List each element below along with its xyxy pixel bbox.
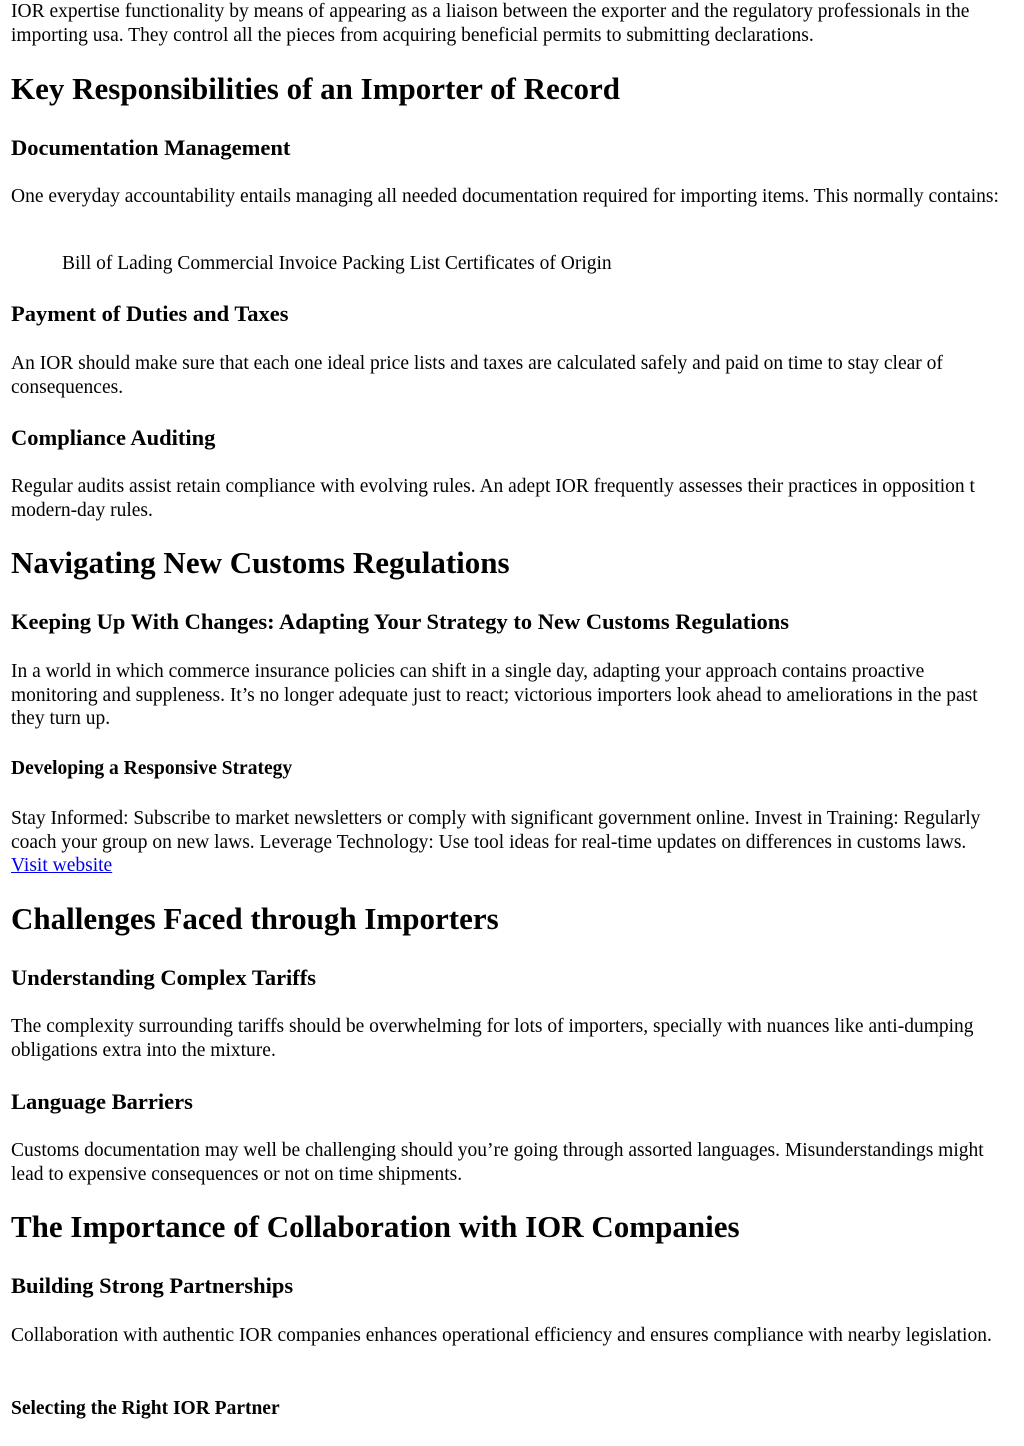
heading-strong-partnerships: Building Strong Partnerships <box>11 1273 294 1298</box>
heading-compliance-auditing: Compliance Auditing <box>11 425 216 450</box>
heading-complex-tariffs: Understanding Complex Tariffs <box>11 965 317 990</box>
heading-navigating-regulations: Navigating New Customs Regulations <box>11 545 510 580</box>
intro-paragraph: IOR expertise functionality by means of appearing as a liaison between the exporter and the regulatory professionals in the importing usa. They control all the pieces from acquiring beneficial permits to submitting declarations. <box>11 1 970 46</box>
paragraph-tariffs: The complexity surrounding tariffs should be overwhelming for lots of importers, specially with nuances like anti-dumping obligations extra into the mixture. <box>11 1016 974 1061</box>
heading-responsive-strategy: Developing a Responsive Strategy <box>11 758 293 779</box>
paragraph-partnerships: Collaboration with authentic IOR companies enhances operational efficiency and ensures compliance with nearby legislation. <box>11 1325 992 1346</box>
paragraph-language: Customs documentation may well be challenging should you’re going through assorted languages. Misunderstandings might lead to expensive consequences or not on time shipments. <box>11 1140 984 1185</box>
paragraph-strategy <box>11 807 1006 878</box>
heading-documentation-management: Documentation Management <box>11 135 291 160</box>
heading-keeping-up: Keeping Up With Changes: Adapting Your Strategy to New Customs Regulations <box>11 609 789 634</box>
heading-language-barriers: Language Barriers <box>11 1089 193 1114</box>
strategy-text: Stay Informed: Subscribe to market newsletters or comply with significant government online. Invest in Training: Regularly coach your group on new laws. Leverage Technology: Use tool ideas for real-time updates on differences in customs laws. <box>11 808 981 853</box>
heading-collaboration: The Importance of Collaboration with IOR Companies <box>11 1209 740 1244</box>
heading-challenges: Challenges Faced through Importers <box>11 901 499 936</box>
heading-payment-duties-taxes: Payment of Duties and Taxes <box>11 301 289 326</box>
heading-key-responsibilities: Key Responsibilities of an Importer of Record <box>11 71 621 106</box>
paragraph-auditing: Regular audits assist retain compliance with evolving rules. An adept IOR frequently assesses their practices in opposition t modern-day rules. <box>11 476 975 521</box>
paragraph-payment: An IOR should make sure that each one ideal price lists and taxes are calculated safely and paid on time to stay clear of consequences. <box>11 353 943 398</box>
documents-list: Bill of Lading Commercial Invoice Packing List Certificates of Origin <box>62 253 612 274</box>
visit-website-link[interactable]: Visit website <box>11 855 113 876</box>
heading-selecting-partner: Selecting the Right IOR Partner <box>11 1398 280 1419</box>
paragraph-documentation: One everyday accountability entails managing all needed documentation required for importing items. This normally contains: <box>11 186 999 207</box>
paragraph-keeping-up: In a world in which commerce insurance policies can shift in a single day, adapting your approach contains proactive monitoring and suppleness. It’s no longer adequate just to react; victorious importers look ahead to ameliorations in the past they turn up. <box>11 661 978 729</box>
